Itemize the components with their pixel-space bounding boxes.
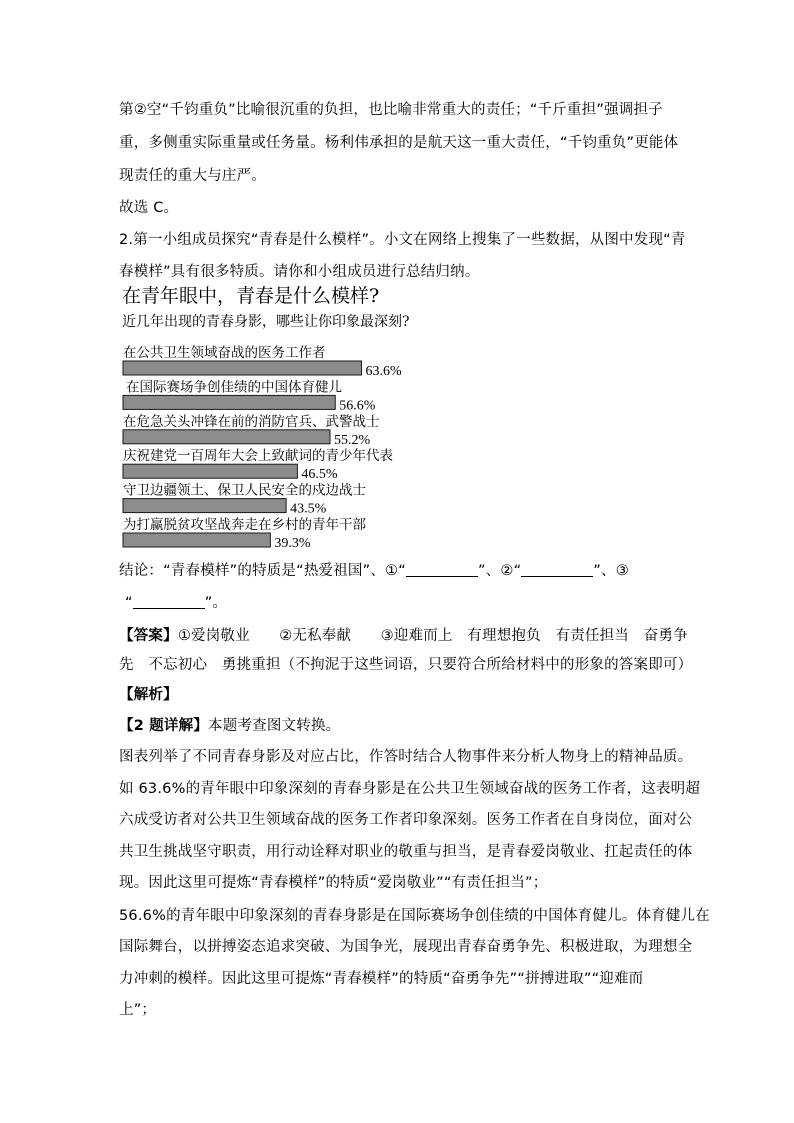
analysis-line	[119, 716, 340, 736]
bar-chart	[0, 0, 794, 560]
value-label: 63.6%	[365, 364, 402, 379]
paragraph-line: 第②空“千钧重负”比喻很沉重的负担，也比喻非常重大的责任；“千斤重担”强调担子	[119, 102, 663, 118]
answer-blank	[521, 562, 593, 577]
analysis-line: 上”；	[119, 1002, 157, 1018]
paragraph-line: 重，多侧重实际重量或任务量。杨利伟承担的是航天这一重大责任，“千钧重负”更能体	[119, 135, 679, 151]
answer-blank	[406, 562, 478, 577]
value-label: 46.5%	[301, 467, 338, 483]
value-label: 56.6%	[339, 398, 376, 414]
answer-line	[119, 626, 688, 646]
detail-label: 【2 题详解】	[119, 718, 209, 734]
chart-subtitle: 近几年出现的青春身影，哪些让你印象最深刻?	[122, 314, 410, 330]
value-label: 39.3%	[274, 536, 311, 551]
answer-label: 【答案】	[119, 628, 178, 644]
category-label: 在公共卫生领域奋战的医务工作者	[123, 345, 326, 361]
category-label: 在危急关头冲锋在前的消防官兵、武警战士	[123, 413, 380, 430]
analysis-line: 六成受访者对公共卫生领域奋战的医务工作者印象深刻。医务工作者在自身岗位，面对公	[119, 812, 693, 828]
conclusion-line	[125, 593, 227, 613]
value-label: 43.5%	[290, 501, 327, 517]
paragraph-line: 故选 C。	[119, 200, 179, 216]
conclusion-text: 结论：“青春模样”的特质是“热爱祖国”、①“	[119, 563, 406, 579]
bar	[123, 361, 362, 375]
conclusion-text: “	[125, 595, 133, 611]
analysis-line: 56.6%的青年眼中印象深刻的青春身影是在国际赛场争创佳绩的中国体育健儿。体育健儿在	[119, 908, 710, 924]
analysis-line: 如 63.6%的青年眼中印象深刻的青春身影是在公共卫生领域奋战的医务工作者，这表明超	[119, 781, 701, 797]
conclusion-text: ”。	[204, 595, 228, 611]
category-label: 在国际赛场争创佳绩的中国体育健儿	[126, 379, 342, 396]
category-label: 庆祝建党一百周年大会上致献词的青少年代表	[123, 448, 393, 465]
conclusion-line	[119, 561, 629, 581]
answer-text: ①爱岗敬业 ②无私奉献 ③迎难而上 有理想抱负 有责任担当 奋勇争	[177, 628, 688, 644]
bar	[123, 499, 286, 513]
bar	[123, 395, 335, 409]
paragraph-line: 现责任的重大与庄严。	[119, 168, 266, 184]
bar	[123, 430, 330, 444]
category-label: 为打赢脱贫攻坚战奔走在乡村的青年干部	[123, 517, 366, 533]
question-line: 春模样”具有很多特质。请你和小组成员进行总结归纳。	[119, 264, 480, 280]
analysis-line: 图表列举了不同青春身影及对应占比，作答时结合人物事件来分析人物身上的精神品质。	[119, 749, 693, 765]
analysis-line: 现。因此这里可提炼“青春模样”的特质“爱岗敬业”“有责任担当”；	[119, 875, 548, 891]
answer-blank	[133, 594, 205, 609]
question-line: 2.第一小组成员探究“青春是什么模样”。小文在网络上搜集了一些数据，从图中发现“青	[119, 232, 686, 248]
analysis-label: 【解析】	[119, 687, 178, 703]
detail-text: 本题考查图文转换。	[208, 718, 341, 734]
analysis-line: 力冲刺的模样。因此这里可提炼“青春模样”的特质“奋勇争先”“拼搏进取”“迎难而	[119, 971, 644, 987]
value-label: 55.2%	[334, 432, 371, 448]
bar	[123, 464, 297, 478]
analysis-line: 共卫生挑战坚守职责，用行动诠释对职业的敬重与担当，是青春爱岗敬业、扛起责任的体	[119, 844, 693, 860]
analysis-line: 国际舞台，以拼搏姿态追求突破、为国争光，展现出青春奋勇争先、积极进取，为理想全	[119, 939, 693, 955]
bar	[123, 533, 270, 547]
category-label: 守卫边疆领土、保卫人民安全的戍边战士	[123, 482, 366, 499]
answer-line: 先 不忘初心 勇挑重担（不拘泥于这些词语，只要符合所给材料中的形象的答案即可）	[119, 657, 693, 673]
conclusion-text: ”、②“	[477, 563, 522, 579]
chart-title: 在青年眼中，青春是什么模样?	[122, 285, 380, 307]
conclusion-text: ”、③	[593, 563, 629, 579]
